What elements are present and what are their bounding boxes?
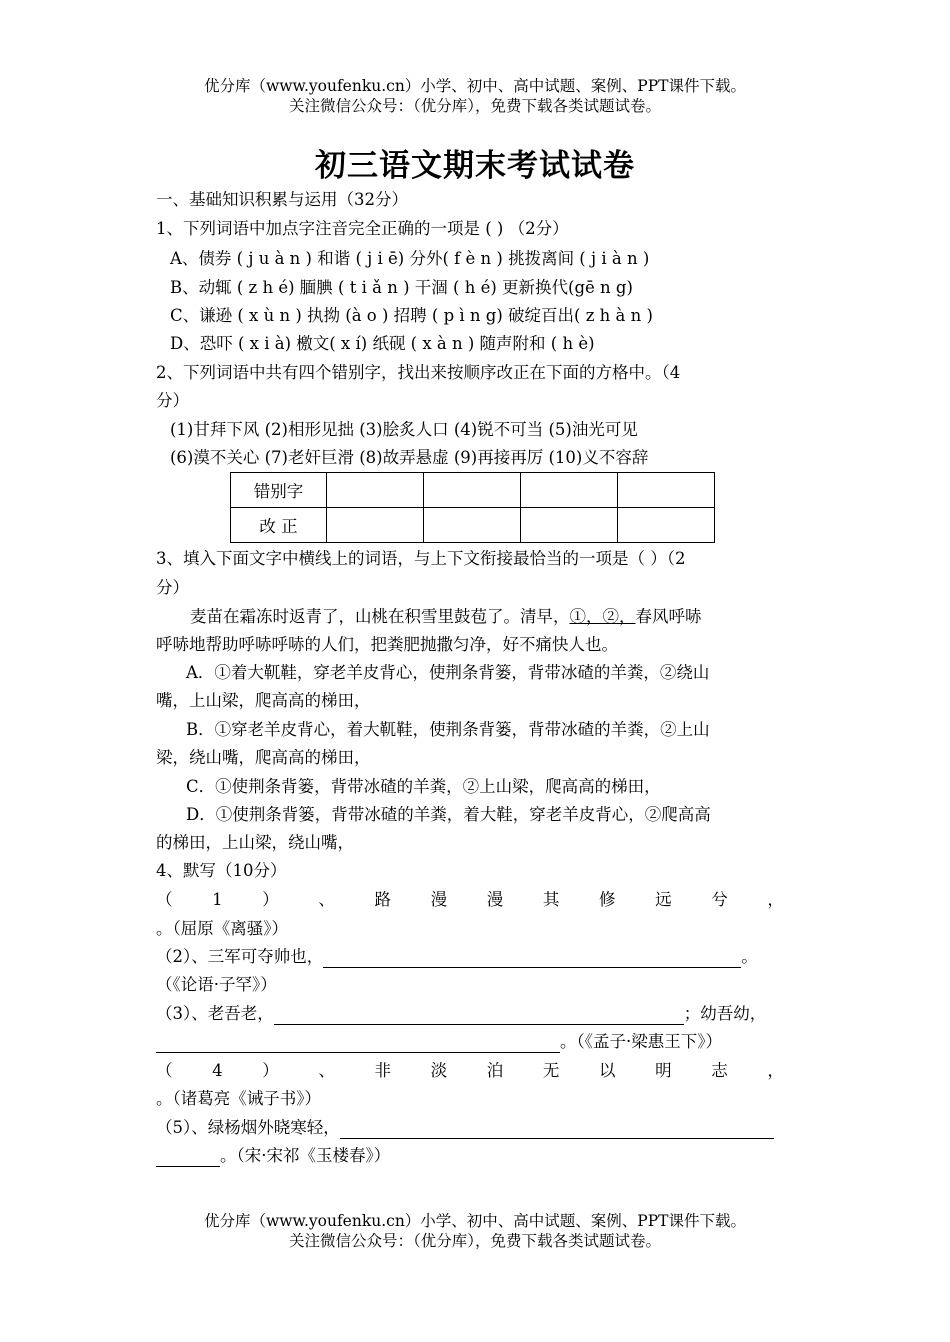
q4-item-5-blank-2[interactable] [156, 1148, 220, 1167]
footer-line-1: 优分库（www.youfenku.cn）小学、初中、高中试题、案例、PPT课件下载。 [203, 1212, 747, 1230]
q4-item-2-source: （《论语·子罕》） [156, 975, 277, 994]
q3-option-b: B．①穿老羊皮背心，着大靰鞋，使荆条背篓，背带冰碴的羊粪，②上山 [186, 720, 710, 739]
answer-cell[interactable] [618, 508, 715, 543]
passage-text: 春风呼哧 [635, 607, 702, 626]
section-1-heading: 一、基础知识积累与运用（32分） [156, 190, 408, 209]
header-line-2: 关注微信公众号：（优分库），免费下载各类试题试卷。 [288, 97, 661, 115]
correction-table [230, 472, 715, 543]
header-line-1: 优分库（www.youfenku.cn）小学、初中、高中试题、案例、PPT课件下载。 [203, 77, 747, 95]
q4-item-1-char: （ [156, 890, 173, 909]
q4-item-3-blank-2[interactable] [156, 1034, 560, 1053]
q4-item-4-char: 以 [599, 1061, 616, 1080]
q3-option-d: D．①使荆条背篓，背带冰碴的羊粪，着大鞋，穿老羊皮背心，②爬高高 [186, 805, 711, 824]
table-label-correct: 改 正 [231, 508, 327, 543]
answer-cell[interactable] [618, 473, 715, 508]
footer-line-2: 关注微信公众号：（优分库），免费下载各类试题试卷。 [288, 1232, 661, 1250]
q3-passage-line-1 [190, 606, 840, 628]
passage-text: 麦苗在霜冻时返青了，山桃在积雪里鼓苞了。清早， [190, 607, 570, 626]
q4-item-1-char: 兮 [711, 890, 728, 909]
q3-option-d-cont: 的梯田，上山梁，绕山嘴， [156, 833, 354, 852]
q1-option-b: B、动辄 ( z h é) 腼腆 ( t i ǎ n ) 干涸 ( h é) 更新换代(gē n g) [170, 278, 633, 297]
q1-stem: 1、下列词语中加点字注音完全正确的一项是 ( ) （2分） [156, 219, 569, 238]
q4-item-1-char: 、 [318, 890, 335, 909]
q4-item-3-source: 。（《孟子·梁惠王下》） [560, 1032, 722, 1051]
q2-words-line-2: (6)漠不关心 (7)老奸巨滑 (8)故弄悬虚 (9)再接再厉 (10)义不容辞 [170, 448, 649, 467]
answer-cell[interactable] [327, 508, 424, 543]
q4-item-1-char: ） [262, 890, 279, 909]
q4-item-5-blank-1[interactable] [340, 1120, 774, 1139]
q3-stem: 3、填入下面文字中横线上的词语，与上下文衔接最恰当的一项是（ ）（2 [156, 549, 686, 568]
q4-item-4-char: 4 [212, 1061, 223, 1080]
exam-title: 初三语文期末考试试卷 [315, 148, 635, 184]
q4-item-4-char: 无 [542, 1061, 560, 1080]
q4-item-4-char: 淡 [430, 1061, 448, 1080]
q4-item-1-char: 修 [599, 890, 616, 909]
q4-item-1-char: ， [767, 890, 784, 909]
q4-item-1-source: 。（屈原《离骚》） [156, 919, 288, 938]
q3-stem-cont: 分） [156, 578, 189, 597]
q4-item-5-line-2 [156, 1145, 806, 1167]
q1-option-c: C、谦逊 ( x ù n ) 执拗 (à o ) 招聘 ( p ì n g) 破绽百出( z h à n ) [170, 306, 653, 325]
q4-item-4-char: ） [262, 1061, 279, 1080]
q4-item-1-char: 远 [655, 890, 672, 909]
table-label-wrong: 错别字 [231, 473, 327, 508]
answer-cell[interactable] [327, 473, 424, 508]
q4-item-5-text: （5）、绿杨烟外晓寒轻， [156, 1118, 340, 1137]
q4-item-3 [156, 1003, 806, 1025]
q4-item-1-char: 其 [542, 890, 560, 909]
q4-item-4-char: 志 [711, 1061, 728, 1080]
q4-item-4-char: 、 [318, 1061, 335, 1080]
q4-item-3-mid: ；幼吾幼， [683, 1004, 767, 1023]
q4-item-5-source: 。（宋·宋祁《玉楼春》） [220, 1146, 391, 1165]
q4-item-4-char: ， [767, 1061, 784, 1080]
table-row [231, 473, 715, 508]
q4-item-2-text: （2）、三军可夺帅也， [156, 947, 324, 966]
q4-item-2 [156, 946, 806, 968]
q4-item-4-char: （ [156, 1061, 173, 1080]
q4-item-1-char: 漫 [486, 890, 504, 909]
q1-option-a: A、债券 ( j u à n ) 和谐 ( j i ē) 分外( f è n ) 挑拨离间 ( j i à n ) [170, 249, 650, 268]
q4-item-5 [156, 1117, 806, 1139]
answer-cell[interactable] [521, 473, 618, 508]
q3-option-b-cont: 梁，绕山嘴，爬高高的梯田， [156, 748, 371, 767]
answer-cell[interactable] [424, 508, 521, 543]
page-footer [0, 1211, 950, 1251]
q4-item-3-blank-1[interactable] [274, 1006, 684, 1025]
q4-item-2-blank[interactable] [323, 949, 741, 968]
q3-option-a: A．①着大靰鞋，穿老羊皮背心，使荆条背篓，背带冰碴的羊粪，②绕山 [186, 663, 710, 682]
q2-stem-cont: 分） [156, 391, 189, 410]
q4-item-1-char: 1 [212, 890, 223, 909]
q4-item-4-source: 。（诸葛亮《诫子书》） [156, 1089, 321, 1108]
table-row [231, 508, 715, 543]
q4-item-4-char: 非 [374, 1061, 391, 1080]
q4-item-1 [156, 889, 806, 911]
q1-option-d: D、恐吓 ( x i à) 檄文( x í) 纸砚 ( x à n ) 随声附和 ( h è) [170, 334, 595, 353]
q4-item-4-char: 泊 [486, 1061, 504, 1080]
page-header [0, 76, 950, 116]
q4-item-3-line-2 [156, 1031, 806, 1053]
answer-cell[interactable] [521, 508, 618, 543]
q3-passage-line-2: 呼哧地帮助呼哧呼哧的人们，把粪肥抛撒匀净，好不痛快人也。 [156, 635, 618, 654]
q4-item-2-end: 。 [741, 947, 758, 966]
q4-item-4-char: 明 [655, 1061, 672, 1080]
passage-blank: ①，②， [569, 607, 636, 626]
q4-item-3-text: （3）、老吾老， [156, 1004, 274, 1023]
q2-words-line-1: (1)甘拜下风 (2)相形见拙 (3)脍炙人口 (4)锐不可当 (5)油光可见 [170, 420, 638, 439]
q4-stem: 4、默写（10分） [156, 861, 287, 880]
q4-item-4 [156, 1060, 806, 1082]
q3-option-a-cont: 嘴，上山梁，爬高高的梯田， [156, 691, 371, 710]
q4-item-1-char: 路 [374, 890, 391, 909]
q4-item-1-char: 漫 [430, 890, 448, 909]
answer-cell[interactable] [424, 473, 521, 508]
q3-option-c: C．①使荆条背篓，背带冰碴的羊粪，②上山梁，爬高高的梯田， [186, 777, 661, 796]
q2-stem: 2、下列词语中共有四个错别字，找出来按顺序改正在下面的方格中。（4 [156, 363, 681, 382]
